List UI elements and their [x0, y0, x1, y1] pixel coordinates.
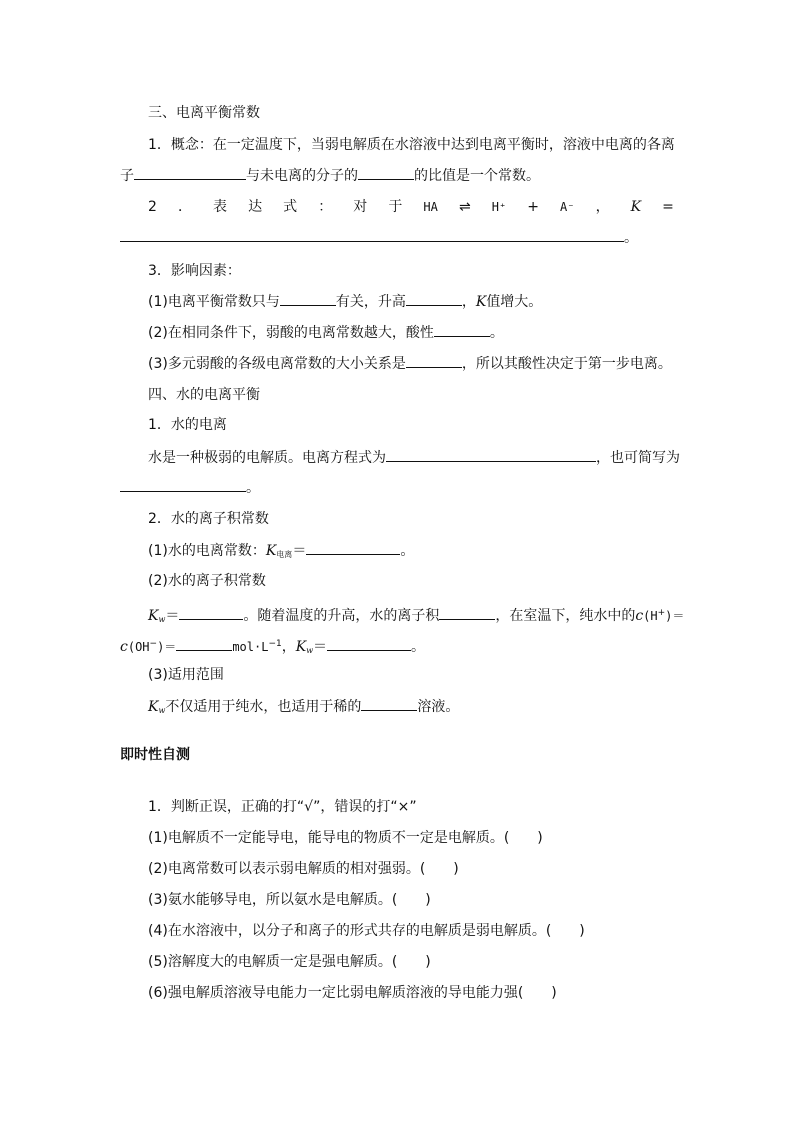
- blank-ion-concentration-product[interactable]: [134, 166, 246, 180]
- scope-heading: (3)适用范围: [148, 667, 224, 683]
- section-heading-ionization-constant: 三、电离平衡常数: [148, 105, 260, 121]
- water-ionization-line-1: 水是一种极弱的电解质。电离方程式为 ，也可简写为: [148, 450, 680, 466]
- factor-1: (1)电离平衡常数只与 有关，升高 ，K值增大。: [148, 294, 543, 310]
- quiz-item: (2)电离常数可以表示弱电解质的相对强弱。( ): [148, 861, 459, 877]
- blank-molecule-concentration[interactable]: [358, 166, 414, 180]
- blank-k-expression[interactable]: [120, 228, 624, 242]
- expression-line: 2 ． 表 达 式 ： 对 于 HA ⇌ H⁺ + A⁻ ， K =: [148, 199, 674, 215]
- factors-heading: 3．影响因素：: [148, 263, 241, 279]
- scope-line: $K_w$不仅适用于纯水，也适用于稀的 溶液。: [148, 699, 460, 715]
- ionization-constant-line: (1)水的电离常数：$K_{电离}=$ 。: [148, 543, 415, 559]
- ion-product-heading: 2．水的离子积常数: [148, 511, 269, 527]
- concept-line-1: 1．概念：在一定温度下，当弱电解质在水溶液中达到电离平衡时，溶液中电离的各离: [148, 137, 675, 153]
- water-ionization-heading: 1．水的电离: [148, 417, 227, 433]
- blank-ion-concentration[interactable]: [176, 637, 232, 651]
- expression-answer-line: 。: [120, 228, 638, 247]
- blank-acidity[interactable]: [434, 323, 490, 337]
- blank-ionization-equation[interactable]: [386, 448, 596, 462]
- kw-line-2: $c(OH^-)= mol\cdot L^{-1}$，$K_w=$ 。: [120, 639, 426, 655]
- quiz-item: (5)溶解度大的电解质一定是强电解质。( ): [148, 954, 431, 970]
- blank-relation[interactable]: [406, 354, 462, 368]
- ion-product-subheading: (2)水的离子积常数: [148, 573, 266, 589]
- blank-ion-product-trend[interactable]: [439, 606, 495, 620]
- kw-line-1: $K_w=$ 。随着温度的升高，水的离子积 ，在室温下，纯水中的c(H+)＝: [148, 608, 685, 624]
- quiz-item: (6)强电解质溶液导电能力一定比弱电解质溶液的导电能力强( ): [148, 985, 557, 1001]
- quiz-item: (4)在水溶液中，以分子和离子的形式共存的电解质是弱电解质。( ): [148, 923, 585, 939]
- factor-3: (3)多元弱酸的各级电离常数的大小关系是 ，所以其酸性决定于第一步电离。: [148, 356, 672, 372]
- blank-short-equation[interactable]: [120, 478, 246, 492]
- section-heading-water-ionization: 四、水的电离平衡: [148, 387, 260, 403]
- quiz-item: (3)氨水能够导电，所以氨水是电解质。( ): [148, 892, 431, 908]
- factor-2: (2)在相同条件下，弱酸的电离常数越大，酸性 。: [148, 325, 504, 341]
- judge-instruction: 1．判断正误，正确的打“√”，错误的打“×”: [148, 799, 417, 815]
- quiz-item: (1)电解质不一定能导电，能导电的物质不一定是电解质。( ): [148, 830, 543, 846]
- blank-dilute-solution[interactable]: [361, 697, 417, 711]
- blank-raise[interactable]: [406, 292, 462, 306]
- blank-depends-on[interactable]: [280, 292, 336, 306]
- self-test-heading: 即时性自测: [120, 747, 190, 763]
- blank-k-ionization[interactable]: [306, 541, 400, 555]
- concept-line-2: 子 与未电离的分子的 的比值是一个常数。: [120, 168, 540, 184]
- water-ionization-line-2: 。: [120, 478, 260, 497]
- blank-kw-value[interactable]: [327, 637, 411, 651]
- blank-kw-expression[interactable]: [179, 606, 243, 620]
